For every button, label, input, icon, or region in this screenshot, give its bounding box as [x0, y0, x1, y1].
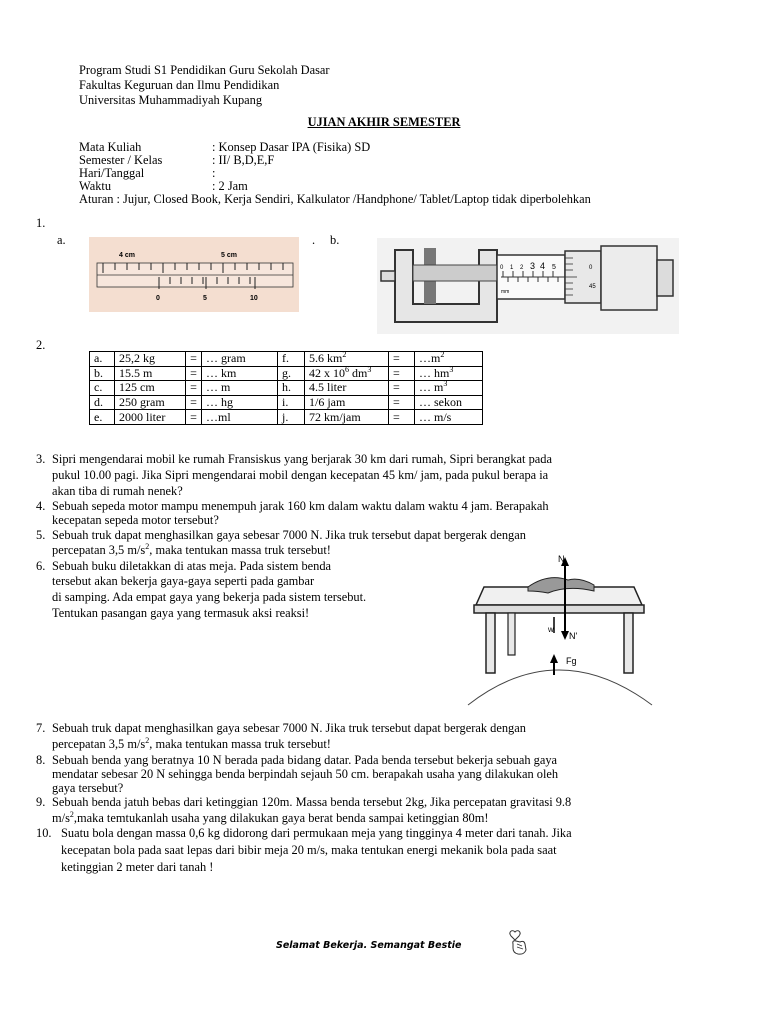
force-label-n-prime: N' — [569, 631, 578, 641]
info-date: Hari/Tanggal : — [79, 166, 216, 180]
university-line: Universitas Muhammadiyah Kupang — [79, 92, 263, 107]
micrometer-scale-3: 3 — [530, 261, 536, 271]
table-row: b. 15.5 m = … km g. 42 x $10^6$ $dm^3$ = … $hm^3$ — [90, 366, 483, 381]
table-row: d. 250 gram = … hg i. 1/6 jam = … sekon — [90, 395, 483, 410]
exam-title: UJIAN AKHIR SEMESTER — [307, 115, 461, 129]
institution-header — [79, 63, 330, 108]
vernier-caliper-image — [89, 237, 299, 312]
micrometer-scale-2: 2 — [520, 265, 524, 271]
micrometer-unit: mm — [501, 289, 510, 295]
micrometer-image — [377, 238, 679, 334]
finger-heart-icon — [508, 928, 530, 956]
table-row: e. 2000 liter = …ml j. 72 km/jam = … m/s — [90, 410, 483, 425]
program-line: Program Studi S1 Pendidikan Guru Sekolah Dasar — [79, 63, 330, 77]
thimble-label-0: 0 — [589, 265, 593, 271]
q1-dot: . — [312, 233, 316, 247]
micrometer-scale-5: 5 — [552, 264, 556, 271]
caliper-label-0: 0 — [156, 295, 160, 302]
caliper-label-10: 10 — [250, 295, 258, 302]
info-semester: Semester / Kelas : II/ B,D,E,F — [79, 153, 275, 167]
q1-number: 1. — [36, 216, 46, 230]
info-time: Waktu : 2 Jam — [79, 179, 248, 193]
micrometer-scale-0: 0 — [500, 265, 504, 271]
thimble-label-45: 45 — [589, 284, 596, 290]
force-label-n: N — [558, 554, 565, 564]
closing-message: Selamat Bekerja. Semangat Bestie — [276, 940, 462, 951]
table-row: c. 125 cm = … m h. 4.5 liter = … $m^3$ — [90, 381, 483, 396]
table-row: a. 25,2 kg = … gram f. 5.6 $km^2$ = $\dots m^2$ — [90, 352, 483, 367]
info-rules: Aturan : Jujur, Closed Book, Kerja Sendiri, Kalkulator /Handphone/ Tablet/Laptop tidak diperbolehkan — [79, 192, 591, 206]
micrometer-scale-4: 4 — [540, 261, 546, 271]
faculty-line: Fakultas Keguruan dan Ilmu Pendidikan — [79, 77, 280, 92]
info-course: Mata Kuliah : Konsep Dasar IPA (Fisika) SD — [79, 140, 371, 154]
force-label-w: w — [548, 625, 554, 634]
q1-label-a: a. — [57, 233, 66, 247]
q2-number: 2. — [36, 338, 46, 352]
caliper-label-5: 5 — [203, 295, 207, 302]
caliper-label-5cm: 5 cm — [221, 252, 237, 259]
q1-label-b: b. — [330, 233, 340, 247]
unit-conversion-table — [89, 351, 483, 425]
force-diagram-image — [448, 547, 662, 709]
force-label-fg: Fg — [566, 656, 577, 666]
micrometer-scale-1: 1 — [510, 265, 514, 271]
caliper-label-4cm: 4 cm — [119, 252, 135, 259]
